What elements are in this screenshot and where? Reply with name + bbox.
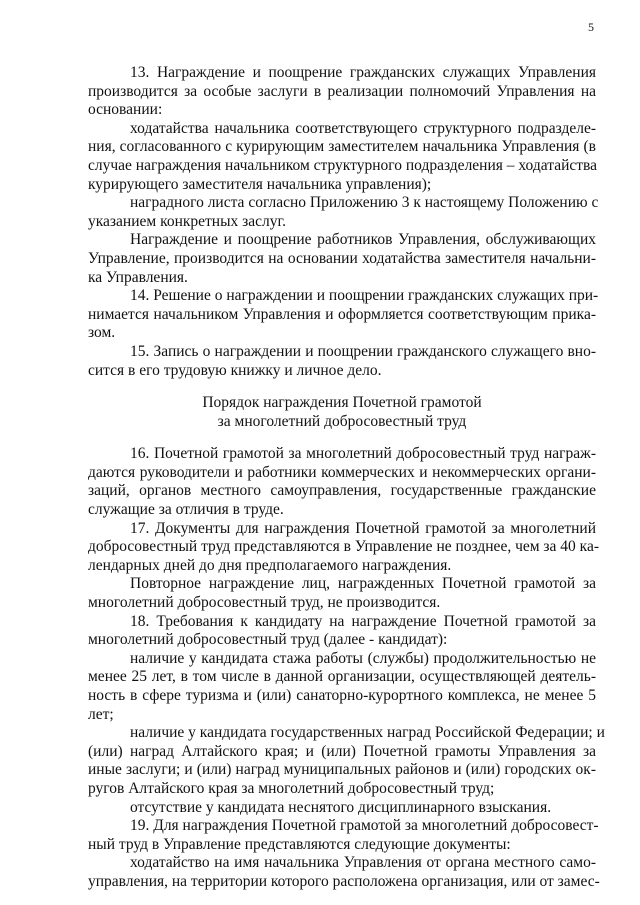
text-line: производится за особые заслуги в реализации полномочий Управления на bbox=[88, 82, 596, 100]
text-line: зом. bbox=[88, 324, 116, 342]
text-line: управления, на территории которого расположена организация, или от замес- bbox=[88, 872, 600, 890]
section-heading-line-2: за многолетний добросовестный труд bbox=[217, 412, 467, 430]
document-body bbox=[88, 64, 605, 892]
text-line: ка Управления. bbox=[88, 268, 188, 286]
text-line: основании: bbox=[88, 101, 163, 119]
text-line: (или) наград Алтайского края; и (или) Почетной грамоты Управления за bbox=[88, 742, 596, 760]
text-line: заций, органов местного самоуправления, государственные гражданские bbox=[88, 482, 596, 500]
text-line: добросовестный труд представляются в Управление не позднее, чем за 40 ка- bbox=[88, 538, 600, 556]
text-line: менее 25 лет, в том числе в данной организации, осуществляющей деятель- bbox=[88, 668, 596, 686]
text-line: указанием конкретных заслуг. bbox=[88, 212, 286, 230]
text-line: 16. Почетной грамотой за многолетний добросовестный труд награж- bbox=[130, 445, 596, 463]
text-line: 13. Награждение и поощрение гражданских служащих Управления bbox=[130, 64, 596, 81]
text-line: ругов Алтайского края за многолетний добросовестный труд; bbox=[88, 779, 495, 797]
section-heading-line-1: Порядок награждения Почетной грамотой bbox=[202, 394, 482, 412]
text-line: ность в сфере туризма и (или) санаторно-курортного комплекса, не менее 5 bbox=[88, 687, 596, 704]
text-line: курирующего заместителя начальника управления); bbox=[88, 175, 432, 193]
text-line: Управление, производится на основании ходатайства заместителя начальни- bbox=[88, 249, 596, 267]
text-line: 19. Для награждения Почетной грамотой за многолетний добросовест- bbox=[130, 817, 599, 835]
text-line: даются руководители и работники коммерческих и некоммерческих органи- bbox=[88, 463, 596, 481]
text-line: ный труд в Управление представляются следующие документы: bbox=[88, 835, 511, 853]
text-line: 17. Документы для награждения Почетной грамотой за многолетний bbox=[130, 519, 596, 537]
section-awards-general bbox=[88, 64, 599, 380]
text-line: сится в его трудовую книжку и личное дело. bbox=[88, 361, 382, 379]
text-line: Повторное награждение лиц, награжденных Почетной грамотой за bbox=[130, 575, 596, 593]
text-line: ния, согласованного с курирующим заместителем начальника Управления (в bbox=[88, 138, 596, 156]
text-line: Награждение и поощрение работников Управления, обслуживающих bbox=[130, 231, 596, 249]
text-line: отсутствие у кандидата неснятого дисциплинарного взыскания. bbox=[130, 798, 552, 816]
text-line: наградного листа согласно Приложению 3 к настоящему Положению с bbox=[130, 194, 599, 212]
text-line: лендарных дней до дня предполагаемого награждения. bbox=[88, 556, 452, 574]
text-line: нимается начальником Управления и оформляется соответствующим прика- bbox=[88, 305, 596, 323]
text-line: многолетний добросовестный труд, не производится. bbox=[88, 594, 441, 612]
text-line: лет; bbox=[88, 705, 114, 723]
text-line: 14. Решение о награждении и поощрении гражданских служащих при- bbox=[130, 287, 599, 305]
text-line: 15. Запись о награждении и поощрении гражданского служащего вно- bbox=[130, 342, 596, 360]
text-line: многолетний добросовестный труд (далее - кандидат): bbox=[88, 631, 448, 649]
text-line: 18. Требования к кандидату на награждение Почетной грамотой за bbox=[130, 612, 596, 630]
text-line: служащие за отличия в труде. bbox=[88, 501, 284, 519]
text-line: наличие у кандидата государственных наград Российской Федерации; и bbox=[130, 724, 605, 742]
text-line: иные заслуги; и (или) наград муниципальных районов и (или) городских ок- bbox=[88, 761, 596, 779]
page-number: 5 bbox=[588, 20, 594, 34]
text-line: случае награждения начальником структурного подразделения – ходатайства bbox=[88, 156, 598, 174]
text-line: наличие у кандидата стажа работы (службы) продолжительностью не bbox=[130, 649, 596, 667]
text-line: ходатайства начальника соответствующего структурного подразделе- bbox=[130, 119, 596, 137]
text-line: ходатайство на имя начальника Управления от органа местного само- bbox=[130, 854, 596, 872]
section-honorary-diploma bbox=[88, 445, 605, 891]
